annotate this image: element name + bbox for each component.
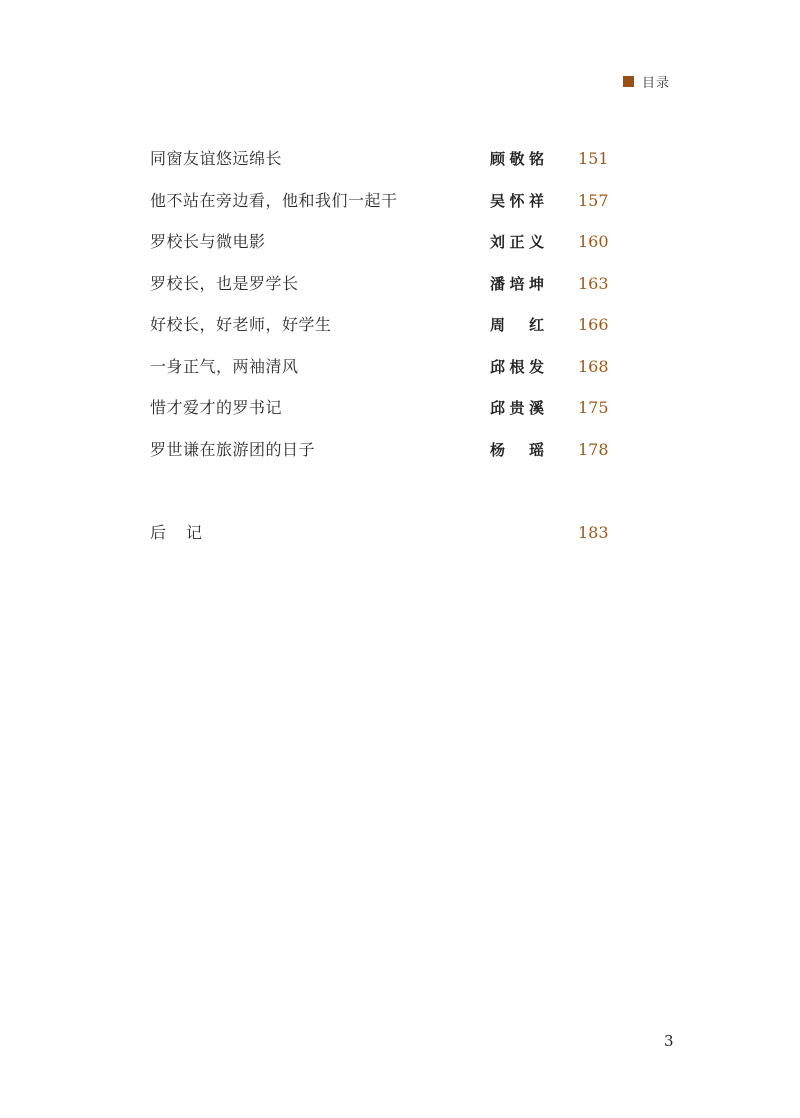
- square-bullet-icon: [623, 76, 634, 87]
- toc-entry-title: 好校长，好老师，好学生: [150, 315, 332, 334]
- toc-entry-page: 166: [578, 315, 609, 334]
- afterword-page: 183: [578, 523, 609, 542]
- toc-entry-author: 吴怀祥: [490, 191, 544, 210]
- toc-entry-author: 刘正义: [490, 233, 544, 251]
- toc-entry-title: 罗世谦在旅游团的日子: [150, 439, 316, 459]
- toc-entry-page: 157: [578, 190, 609, 210]
- toc-entry-page: 160: [578, 232, 609, 251]
- toc-entry-page: 178: [578, 439, 609, 459]
- toc-entry-page: 151: [578, 149, 609, 168]
- toc-entry-author: 杨瑶: [490, 440, 544, 459]
- toc-entry-page: 175: [578, 398, 609, 417]
- table-of-contents: [150, 146, 610, 478]
- toc-entry-author: 周红: [490, 316, 544, 334]
- toc-entry[interactable]: [150, 437, 610, 479]
- toc-entry-title: 罗校长与微电影: [150, 232, 266, 251]
- toc-entry[interactable]: [150, 271, 610, 313]
- toc-entry-title: 同窗友谊悠远绵长: [150, 149, 283, 168]
- toc-entry[interactable]: [150, 146, 610, 188]
- toc-entry-page: 168: [578, 356, 609, 376]
- toc-entry[interactable]: [150, 312, 610, 354]
- toc-entry-author: 顾敬铭: [490, 150, 544, 168]
- toc-entry-author: 潘培坤: [490, 274, 544, 293]
- header-section-label: 目录: [642, 76, 671, 91]
- toc-entry-title: 一身正气，两袖清风: [150, 356, 299, 376]
- toc-entry[interactable]: [150, 188, 610, 230]
- toc-entry-author: 邱根发: [490, 357, 544, 376]
- toc-entry[interactable]: [150, 229, 610, 271]
- toc-entry[interactable]: [150, 395, 610, 437]
- page-number: 3: [664, 1032, 674, 1050]
- toc-entry-title: 惜才爱才的罗书记: [150, 398, 283, 417]
- afterword-entry[interactable]: [150, 520, 610, 546]
- afterword-title: 后记: [150, 523, 223, 542]
- toc-entry-author: 邱贵溪: [490, 399, 544, 417]
- toc-entry-title: 他不站在旁边看，他和我们一起干: [150, 190, 398, 210]
- toc-entry-page: 163: [578, 273, 609, 293]
- toc-entry-title: 罗校长，也是罗学长: [150, 273, 299, 293]
- running-header: [623, 72, 670, 91]
- toc-entry[interactable]: [150, 354, 610, 396]
